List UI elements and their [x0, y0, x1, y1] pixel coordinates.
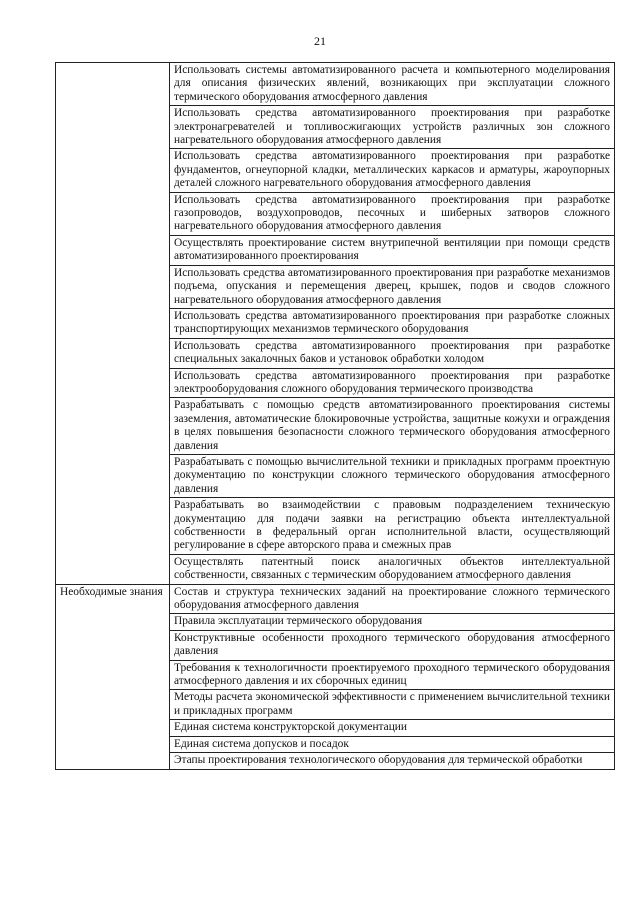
requirement-text: Осуществлять патентный поиск аналогичных объектов интеллектуальной собственности, связанных с термическим оборудованием атмосферного давления [170, 554, 615, 584]
requirement-text: Состав и структура технических заданий на проектирование сложного термического оборудования атмосферного давления [170, 584, 615, 614]
requirement-text: Использовать средства автоматизированного проектирования при разработке сложных транспортирующих механизмов термического оборудования [170, 308, 615, 338]
requirement-text: Использовать средства автоматизированного проектирования при разработке механизмов подъема, опускания и перемещения дверец, крышек, подов и сводов сложного нагревательного оборудования атмосферного давления [170, 265, 615, 308]
requirement-text: Разрабатывать с помощью средств автоматизированного проектирования системы заземления, автоматические блокировочные устройства, защитные кожухи и ограждения в целях повышения безопасности сложного термического оборудования атмосферного давления [170, 398, 615, 455]
requirement-text: Конструктивные особенности проходного термического оборудования атмосферного давления [170, 630, 615, 660]
requirement-text: Единая система конструкторской документации [170, 720, 615, 736]
requirement-text: Единая система допусков и посадок [170, 736, 615, 752]
requirement-text: Методы расчета экономической эффективности с применением вычислительной техники и прикладных программ [170, 690, 615, 720]
requirement-text: Осуществлять проектирование систем внутрипечной вентиляции при помощи средств автоматизированного проектирования [170, 235, 615, 265]
table-body [56, 63, 615, 770]
section-label [56, 63, 170, 585]
requirement-text: Использовать средства автоматизированного проектирования при разработке газопроводов, воздухопроводов, песочных и шиберных затворов сложного нагревательного оборудования атмосферного давления [170, 192, 615, 235]
requirement-text: Использовать системы автоматизированного расчета и компьютерного моделирования для описания физических явлений, возникающих при эксплуатации сложного термического оборудования атмосферного давления [170, 63, 615, 106]
requirement-text: Этапы проектирования технологического оборудования для термической обработки [170, 753, 615, 769]
page-number: 21 [314, 34, 326, 48]
requirement-text: Разрабатывать во взаимодействии с правовым подразделением техническую документацию для подачи заявки на регистрацию объекта интеллектуальной собственности в федеральный орган исполнительной власти, осуществляющий регулирование в сфере авторского права и смежных прав [170, 498, 615, 555]
requirement-text: Использовать средства автоматизированного проектирования при разработке специальных закалочных баков и установок обработки холодом [170, 338, 615, 368]
requirement-text: Использовать средства автоматизированного проектирования при разработке электрооборудования сложного оборудования термического производства [170, 368, 615, 398]
table-row [56, 63, 615, 106]
section-label: Необходимые знания [56, 584, 170, 769]
requirement-text: Разрабатывать с помощью вычислительной техники и прикладных программ проектную документацию по конструкции сложного термического оборудования атмосферного давления [170, 454, 615, 497]
requirements-table [55, 62, 615, 770]
requirement-text: Использовать средства автоматизированного проектирования при разработке фундаментов, огнеупорной кладки, металлических каркасов и арматуры, жароупорных деталей сложного нагревательного оборудования атмосферного давления [170, 149, 615, 192]
requirement-text: Требования к технологичности проектируемого проходного термического оборудования атмосферного давления и их сборочных единиц [170, 660, 615, 690]
requirement-text: Правила эксплуатации термического оборудования [170, 614, 615, 630]
table-row [56, 584, 615, 614]
requirement-text: Использовать средства автоматизированного проектирования при разработке электронагревателей и топливосжигающих устройств различных зон сложного нагревательного оборудования атмосферного давления [170, 106, 615, 149]
